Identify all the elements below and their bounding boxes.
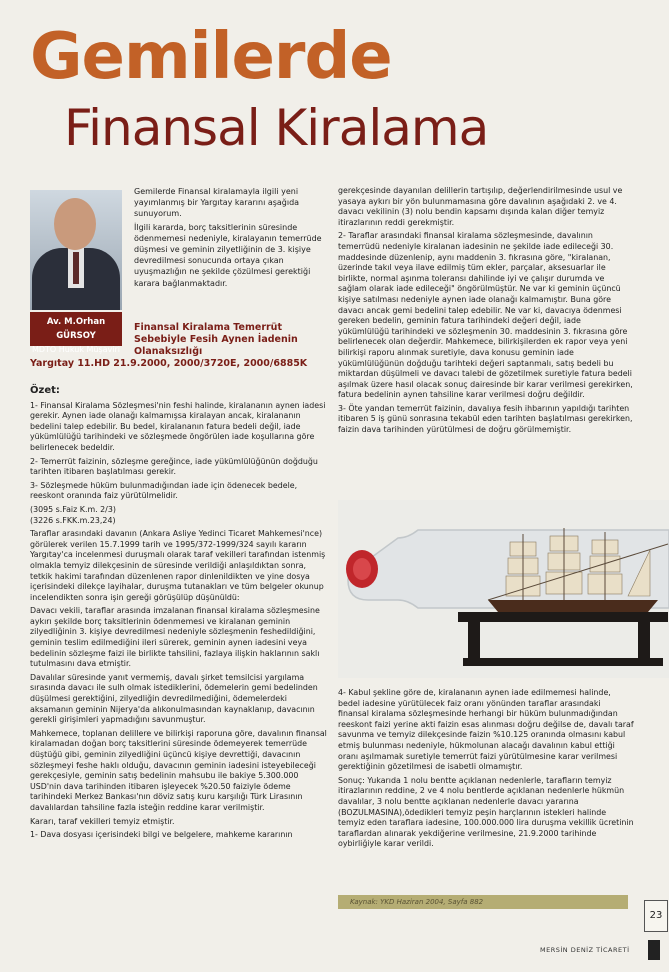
author-caption <box>30 312 122 354</box>
intro-paragraph: Gemilerde Finansal kiralamayla ilgili yeni yayımlanmış bir Yargıtay kararını aşağıda sunuyorum. <box>134 187 300 219</box>
ship-in-bottle-photo <box>338 500 669 678</box>
paragraph: Sonuç: Yukarıda 1 nolu bentte açıklanan nedenlerle, tarafların temyiz itirazlarının reddine, 2 ve 4 nolu bentlerde açıklanan nedenlerle hükmün davalılar, 3 nolu bentte açıklanan nedenlerle davacı yararına (BOZULMASINA),ödedikleri temyiz peşin harçlarının istekleri halinde temyiz eden taraflara iadesine, 100.000.000 lira duruşma vekillik ücretinin taraflardan alınarak yekdiğerine verilmesine, 21.9.2000 tarihinde oybirliğiyle karar verildi. <box>338 775 634 849</box>
summary-heading: Özet: <box>30 385 60 396</box>
paragraph: (3095 s.Faiz K.m. 2/3) <box>30 504 116 514</box>
left-column <box>30 386 328 844</box>
title-line-1: Gemilerde <box>30 20 392 94</box>
article-subtitle: Finansal Kiralama Temerrüt Sebebiyle Fesih Aynen İadenin Olanaksızlığı <box>134 322 298 357</box>
paragraph: 3- Sözleşmede hüküm bulunmadığından iade için ödenecek bedele, reeskont oranında faiz yürütülmelidir. <box>30 480 298 501</box>
ship-in-bottle-illustration <box>338 500 669 678</box>
intro-text <box>134 186 324 291</box>
paragraph: 2- Temerrüt faizinin, sözleşme gereğince, iade yükümlülüğünün doğduğu tarihten itibaren başlatılması gerekir. <box>30 456 318 477</box>
paragraph: Davalılar süresinde yanıt vermemiş, davalı şirket temsilcisi yargılama sırasında davacı ile sulh olmak istediklerini, ödemelerin gemi bedelinden düşülmesi gerektiğini, zilyedliğin devredilmediğini, ödemelerdeki aksamanın geminin Nijerya'da alıkonulmasından kaynaklanıp, davacının gerekli girişimleri yapmadığını savunmuştur. <box>30 672 318 725</box>
court-reference: Yargıtay 11.HD 21.9.2000, 2000/3720E, 2000/6885K <box>30 358 308 369</box>
paragraph: Kararı, taraf vekilleri temyiz etmiştir. <box>30 816 175 826</box>
paragraph: 2- Taraflar arasındaki finansal kiralama sözleşmesinde, davalının temerrüdü nedeniyle kiralanan iadesinin ne şekilde iade edileceği 30. maddesinde düzenlenip, aynı maddenin 3. fıkrasına göre, "kiralanan, üzerinde takıl veya ilave edilmiş tüm ekler, parçalar, aksesuarlar ile birlikte, normal aşınma toleransı dahilinde iyi ve çalışır durumda ve sağlam olarak iade edileceği" öngörülmüştür. Ne var ki geminin üçüncü kişiye satılması nedeniyle aynen iade olanağı kalmamıştır. Buna göre davacı ancak gemi bedelini talep edebilir. Ne var ki, davacıya ödenmesi gereken bedelin, geminin fatura tarihindeki değeri değil, iade yükümlülüğü tarihindeki ve sözleşmenin 30. maddesinin 3. fıkrasına göre belirlenecek olan değerdir. Mahkemece, bilirkişilerden ek rapor veya yeni bilirkişi raporu alınmak suretiyle, dava konusu geminin iade yükümlülüğünün doğduğu tarihteki değeri saptanmalı, satış bedeli bu miktardan düşülmeli ve davacı talebi de gözetilmek suretiyle fatura bedeli aşılmak üzere hasıl olacak sonuç dairesinde bir karar verilmesi gerekirken, fatura bedelinin aynen tahsiline karar verilmesi doğru değildir. <box>338 231 633 400</box>
paragraph: Mahkemece, toplanan delillere ve bilirkişi raporuna göre, davalının finansal kiralamadan doğan borç taksitlerini süresinde ödemeyerek temerrüde düştüğü gibi, geminin zilyedliğini üçüncü kişiye devrettiği, davacının sözleşmeyi feshe haklı olduğu, davacının geminin iadesini isteyebileceği gerekçesiyle, geminin satış bedelinin mahsubu ile bakiye 5.300.000 USD'nin dava tarihinden itibaren işleyecek %20.50 faiziyle ödeme tarihindeki Merkez Bankası'nın döviz satış kuru karşılığı Türk Lirasının davalılardan tahsiline fazla isteğin reddine karar verilmiştir. <box>30 728 327 812</box>
right-column-bottom <box>338 688 634 853</box>
author-role: MDTO Hukuk Müşaviri <box>31 345 121 354</box>
paragraph: gerekçesinde dayanılan delillerin tartışılıp, değerlendirilmesinde usul ve yasaya aykırı bir yön bulunmamasına göre davalının aşağıdaki 2. ve 4. davacı vekilinin (3) nolu bendin kapsamı dışında kalan diğer temyiz itirazlarının reddi gerekmiştir. <box>338 186 623 227</box>
footer-magazine-name: MERSİN DENİZ TİCARETİ <box>540 946 630 954</box>
paragraph: 3- Öte yandan temerrüt faizinin, davalıya fesih ihbarının yapıldığı tarihten itibaren 5 iş günü sonrasına tekabül eden tarihten başlatılması gerekirken, faizin dava tarihinden yürütülmesi de doğru görülmemiştir. <box>338 403 633 435</box>
paragraph: (3226 s.FKK.m.23,24) <box>30 515 116 525</box>
paragraph: 4- Kabul şekline göre de, kiralananın aynen iade edilmemesi halinde, bedel iadesine yürütülecek faiz oranı yönünden taraflar arasındaki finansal kiralama sözleşmesinde herhangi bir hüküm bulunmadığından reeskont faizi yerine akti faizin esas alınması doğru değilse de, davalı taraf savunma ve temyiz dilekçesinde faizin %10.125 oranında olmasını kabul etmiş bulunması nedeniyle, hükmolunan alacağı davalının kabul ettiği oranı aşılmamak suretiyle temerrüt faizi yürütülmesine karar verilmesi gerektiğinin gözetilmesi de isabetli olmamıştır. <box>338 688 634 772</box>
paragraph: 1- Finansal Kiralama Sözleşmesi'nin feshi halinde, kiralananın aynen iadesi gerekir. Aynen iade olanağı kalmamışsa kiralayan ancak, kiralananın bedelini talep edebilir. Bu bedel, kiralananın fatura bedeli değil, iade yükümlülüğü tarihindeki ve sözleşmede öngörülen iade koşullarına göre belirlenecek bedeldir. <box>30 400 326 452</box>
paragraph: Davacı vekili, taraflar arasında imzalanan finansal kiralama sözleşmesine aykırı şekilde borç taksitlerinin ödenmemesi ve kiralanan geminin zilyedliğinin 3. kişiye devredilmesi nedeniyle sözleşmenin feshedildiğini, geminin teslim edilmediğini ileri sürerek, geminin aynen iadesini veya bedelinin sözleşme faizi ile birlikte tahsilini, fazlaya ilişkin haklarının saklı tutulmasını dava etmiştir. <box>30 606 320 669</box>
author-photo <box>30 190 122 310</box>
intro-paragraph: İlgili kararda, borç taksitlerinin süresinde ödenmemesi nedeniyle, kiralayanın temerrüde düşmesi ve geminin zilyetliğinin de 3. kişiye devredilmesi sonucunda ortaya çıkan uyuşmazlığın ne şekilde çözülmesi gerektiği karara bağlanmaktadır. <box>134 222 322 288</box>
author-name: Av. M.Orhan GÜRSOY <box>46 317 106 341</box>
paragraph: 1- Dava dosyası içerisindeki bilgi ve belgelere, mahkeme kararının <box>30 830 293 840</box>
paragraph: Taraflar arasındaki davanın (Ankara Asliye Yedinci Ticaret Mahkemesi'nce) görülerek verilen 15.7.1999 tarih ve 1995/372-1999/324 sayılı kararın Yargıtay'ca incelenmesi duruşmalı olarak taraf vekilleri tarafından istenmiş olmakla temyiz dilekçesinin de süresinde verildiği anlaşıldıktan sonra, tetkik hakimi tarafından düzenlenen rapor dinlenildikten ve yine dosya içerisindeki dilekçe layihalar, duruşma tutanakları ve tüm belgeler okunup incelendikten sonra işin gereği görüşülüp düşünüldü: <box>30 529 326 602</box>
source-bar: Kaynak: YKD Haziran 2004, Sayfa 882 <box>338 895 628 909</box>
title-line-2: Finansal Kiralama <box>64 99 489 157</box>
right-column-top <box>338 186 634 439</box>
footer-logo <box>648 940 660 960</box>
page-number: 23 <box>644 900 668 932</box>
